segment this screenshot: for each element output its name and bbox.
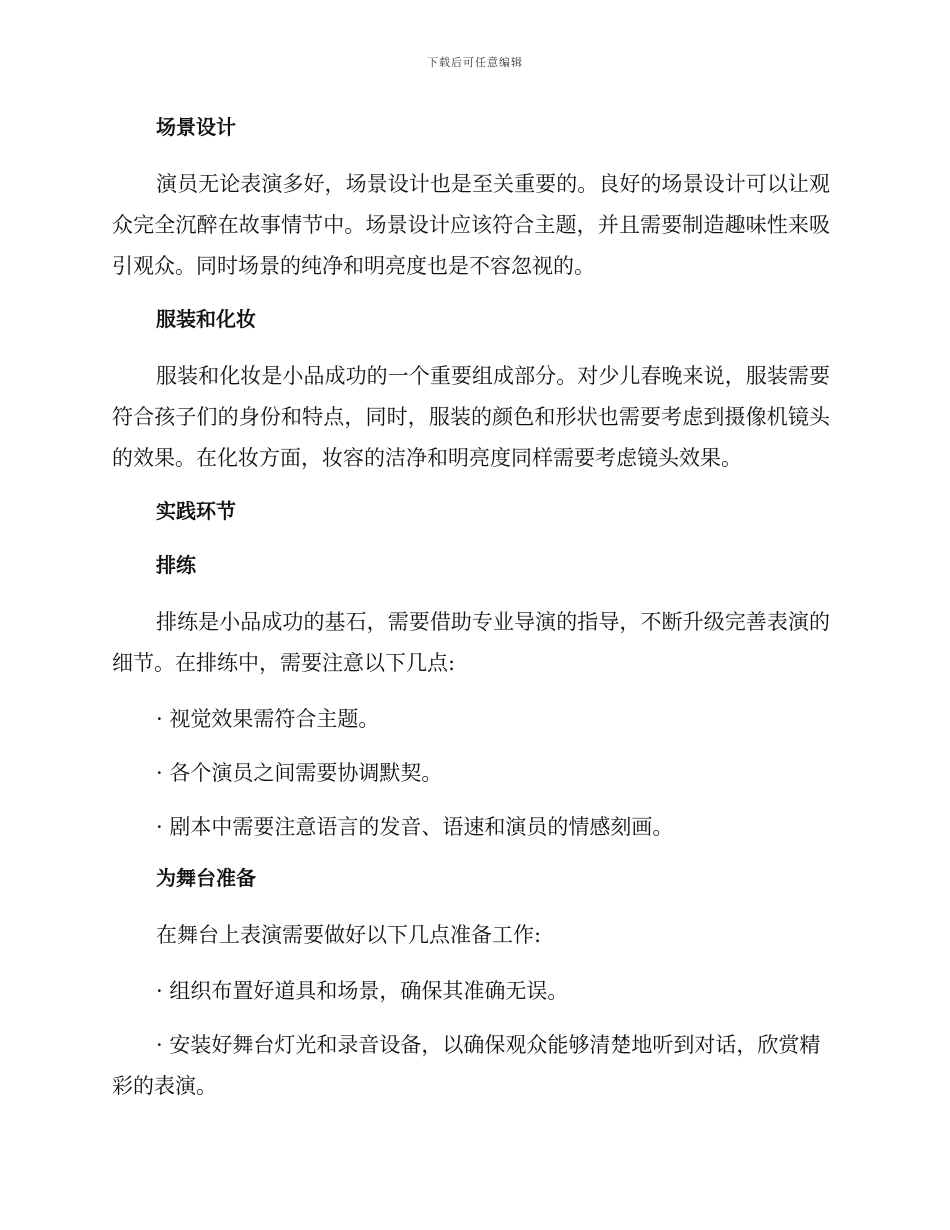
header-note: 下载后可任意编辑 (427, 56, 523, 69)
section-heading-costume-makeup: 服装和化妆 (156, 307, 256, 331)
section-heading-practice: 实践环节 (156, 499, 236, 523)
list-item: · 各个演员之间需要协调默契。 (156, 761, 443, 785)
paragraph-rehearsal: 排练是小品成功的基石，需要借助专业导演的指导，不断升级完善表演的细节。在排练中，需要注意以下几点: (112, 610, 830, 675)
document-body (112, 110, 830, 1120)
list-item: · 组织布置好道具和场景，确保其准确无误。 (156, 979, 569, 1003)
section-heading-scene-design: 场景设计 (156, 115, 236, 139)
paragraph-stage-prep: 在舞台上表演需要做好以下几点准备工作: (156, 923, 542, 947)
list-item: · 剧本中需要注意语言的发音、语速和演员的情感刻画。 (156, 815, 674, 839)
paragraph-scene-design: 演员无论表演多好，场景设计也是至关重要的。良好的场景设计可以让观众完全沉醉在故事情节中。场景设计应该符合主题，并且需要制造趣味性来吸引观众。同时场景的纯净和明亮度也是不容忽视的。 (112, 172, 830, 278)
paragraph-costume-makeup: 服装和化妆是小品成功的一个重要组成部分。对少儿春晚来说，服装需要符合孩子们的身份和特点，同时，服装的颜色和形状也需要考虑到摄像机镜头的效果。在化妆方面，妆容的洁净和明亮度同样需要考虑镜头效果。 (112, 364, 830, 470)
section-heading-rehearsal: 排练 (156, 553, 196, 577)
section-heading-stage-prep: 为舞台准备 (156, 866, 256, 890)
list-item: · 安装好舞台灯光和录音设备，以确保观众能够清楚地听到对话，欣赏精彩的表演。 (112, 1033, 821, 1098)
list-item: · 视觉效果需符合主题。 (156, 707, 380, 731)
